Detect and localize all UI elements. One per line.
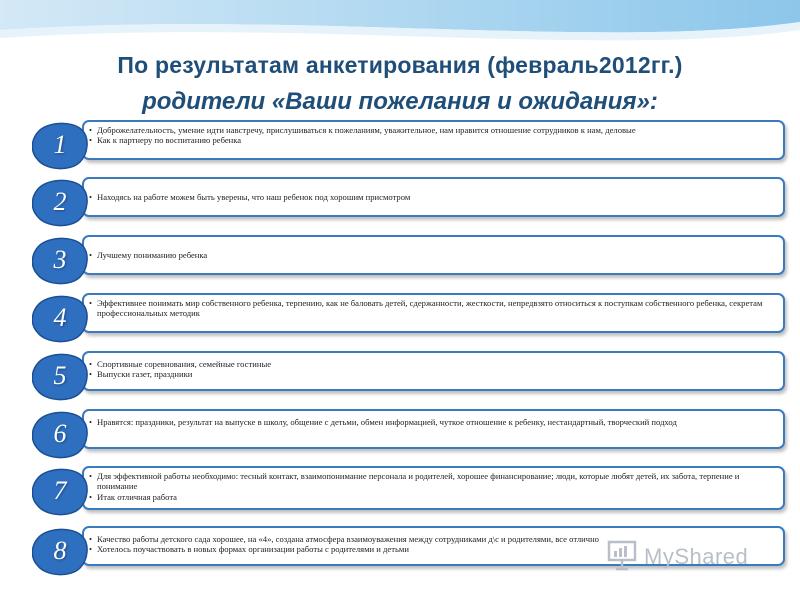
bullet-text: • Спортивные соревнования, семейные гостиные — [89, 359, 775, 369]
bullet-text: • Качество работы детского сада хорошее, на «4», создана атмосфера взаимоуважения между сотрудниками д\с и родителями, все отлично — [89, 534, 775, 544]
number-badge — [32, 237, 88, 285]
item-text-box — [82, 466, 785, 510]
bullet-text: • Эффективнее понимать мир собственного ребенка, терпению, как не баловать детей, сдержанности, жесткости, непредвзято относиться к поступкам собственного ребенка, секретам профессиональных методик — [89, 298, 775, 319]
bullet-text: • Как к партнеру по воспитанию ребенка — [89, 135, 775, 145]
badge-number: 8 — [53, 536, 67, 565]
bullet-text: • Доброжелательность, умение идти навстречу, прислушиваться к пожеланиям, уважительное, нам нравится отношение сотрудников к нам, деловые — [89, 125, 775, 135]
list-item — [30, 466, 790, 518]
list-item — [30, 177, 790, 229]
slide-subtitle: родители «Ваши пожелания и ожидания»: — [142, 88, 658, 115]
number-badge — [32, 468, 88, 516]
number-badge — [32, 353, 88, 401]
item-text-box — [82, 409, 785, 449]
watermark-text: MyShared — [644, 544, 749, 569]
number-badge — [32, 411, 88, 459]
badge-number: 1 — [53, 130, 67, 159]
badge-number: 4 — [53, 303, 67, 332]
bullet-text: • Находясь на работе можем быть уверены, что наш ребенок под хорошим присмотром — [89, 192, 775, 202]
badge-number: 2 — [53, 187, 67, 216]
list-item — [30, 409, 790, 461]
number-badge — [32, 179, 88, 227]
bullet-text: • Лучшему пониманию ребенка — [89, 250, 775, 260]
number-badge — [32, 295, 88, 343]
badge-number: 5 — [53, 361, 67, 390]
bullet-text: • Итак отличная работа — [89, 492, 775, 502]
watermark — [606, 538, 786, 574]
header-wave-decoration — [0, 0, 800, 60]
badge-number: 6 — [53, 419, 67, 448]
slide-title: По результатам анкетирования (февраль2012гг.) — [117, 52, 683, 78]
item-text-box — [82, 351, 785, 391]
item-text-box — [82, 235, 785, 275]
presentation-board-icon — [606, 538, 640, 572]
badge-number: 7 — [53, 476, 67, 505]
list-item — [30, 235, 790, 287]
list-item — [30, 293, 790, 345]
item-text-box — [82, 120, 785, 160]
list-item — [30, 120, 790, 172]
badge-number: 3 — [53, 245, 67, 274]
list-item — [30, 351, 790, 403]
bullet-text: • Выпуски газет, праздники — [89, 369, 775, 379]
item-text-box — [82, 177, 785, 217]
item-text-box — [82, 293, 785, 333]
bullet-text: • Хотелось поучаствовать в новых формах организации работы с родителями и детьми — [89, 544, 775, 554]
bullet-text: • Для эффективной работы необходимо: тесный контакт, взаимопонимание персонала и родителей, хорошее финансирование; люди, которые любят детей, их забота, терпение и понимание — [89, 471, 775, 492]
number-badge — [32, 528, 88, 576]
bullet-text: • Нравятся: праздники, результат на выпуске в школу, общение с детьми, обмен информацией, чуткое отношение к ребенку, нестандартный, творческий подход — [89, 417, 775, 427]
number-badge — [32, 122, 88, 170]
